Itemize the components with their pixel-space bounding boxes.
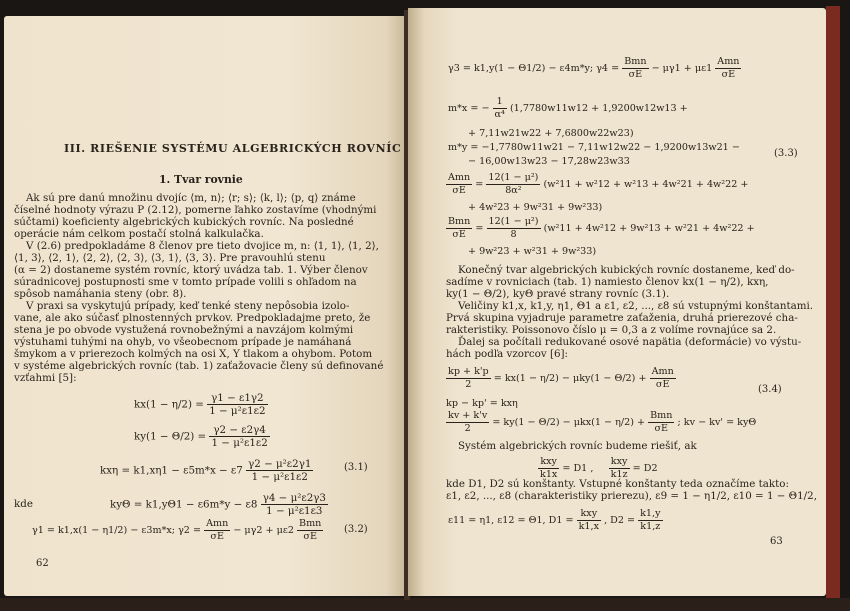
paragraph-line: vzťahmi [5]: [14,372,77,384]
equation-kp-diff: kp − kp' = kxη [446,398,518,409]
chapter-heading: III. RIEŠENIE SYSTÉMU ALGEBRICKÝCH ROVNÍC [64,142,402,155]
equation-bmn: $\frac{\text{Bmn}}{\sigma E}$ = $\frac{\text{12(1 − μ²)}}{8}$ (w²11 + 4w²12 + 9w²13 + w²21 + 4w²22 + [448,216,755,240]
paragraph-line: ε1, ε2, ..., ε8 (charakteristiky prierezu), ε9 = 1 − η1/2, ε10 = 1 − Θ1/2, [446,490,817,502]
paragraph-line: v systéme algebrických rovníc (tab. 1) zaťažovacie členy sú definované [14,360,384,372]
paragraph-line: Veličiny k1,x, k1,y, η1, Θ1 a ε1, ε2, ..., ε8 sú vstupnými konštantami. [458,300,814,312]
paragraph-line: ⟨1, 3⟩, ⟨2, 1⟩, ⟨2, 2⟩, ⟨2, 3⟩, ⟨3, 1⟩, ⟨3, 3⟩. Pre pravouhlú stenu [14,252,326,264]
paragraph-line: Ak sú pre danú množinu dvojíc ⟨m, n⟩; ⟨r; s⟩; ⟨k, l⟩; ⟨p, q⟩ známe [26,192,356,204]
paragraph-line: Konečný tvar algebrických kubických rovníc dostaneme, keď do- [458,264,795,276]
table-surface [0,598,850,611]
equation-kx-eta: kxη = k1,xη1 − ε5m*x − ε7 $\frac{\text{γ2 − μ²ε2γ1}}{\text{1 − μ²ε1ε2}}$ [100,458,312,483]
paragraph-line: hách podľa vzorcov [6]: [446,348,569,360]
equation-amn: $\frac{\text{Amn}}{\sigma E}$ = $\frac{\text{12(1 − μ²)}}{\text{8α²}}$ (w²11 + w²12 + w²13 + 4w²21 + 4w²22 + [448,172,749,196]
paragraph-line: stena je po obvode vystužená rovnobežnými a navzájom kolmými [14,324,354,336]
paragraph-line: číselné hodnoty výrazu P (2.12), pomerne ľahko zostavíme (vhodnými [14,204,377,216]
paragraph-line: kde D1, D2 sú konštanty. Vstupné konštanty teda označíme takto: [446,478,789,490]
paragraph-line: spôsob namáhania steny (obr. 8). [14,288,187,300]
equation-gamma12: γ1 = k1,x(1 − η1/2) − ε3m*x; γ2 = $\frac{\text{Amn}}{\sigma E}$ − μγ2 + με2 $\frac{\text{Bmn}}{\sigma E}$ [32,518,322,542]
paragraph-line: V (2.6) predpokladáme 8 členov pre tieto dvojice m, n: ⟨1, 1⟩, ⟨1, 2⟩, [26,240,379,252]
equation-number: (3.4) [758,384,782,395]
paragraph-line: sadíme v rovniciach (tab. 1) namiesto členov kx(1 − η/2), kxη, [446,276,769,288]
equation-D1-D2: $\frac{\text{kxy}}{k1x}$ = D1 , $\frac{\text{kxy}}{k1z}$ = D2 [540,456,658,480]
equation-kv: $\frac{kv + k'v}{2}$ = ky(1 − Θ/2) − μkx(1 − η/2) + $\frac{\text{Bmn}}{\sigma E}$ ; kv − kv' = kyΘ [448,410,757,434]
equation-my-cont: − 16,00w13w23 − 17,28w23w33 [468,156,630,167]
equation-constants: ε11 = η1, ε12 = Θ1, D1 = $\frac{\text{kxy}}{k1,x}$ , D2 = $\frac{k1,y}{k1,z}$ [448,508,661,532]
paragraph-line: rakteristiky. Poissonovo číslo μ = 0,3 a z volíme rovnajúce sa 2. [446,324,777,336]
paragraph-line: súčtami) koeficienty algebrických kubických rovníc. Na posledné [14,216,354,228]
page-number: 63 [770,536,783,547]
equation-kp: $\frac{kp + k'p}{2}$ = kx(1 − η/2) − μky(1 − Θ/2) + $\frac{\text{Amn}}{\sigma E}$ [448,366,674,390]
equation-bmn-cont: + 9w²23 + w²31 + 9w²33) [468,246,597,257]
kde-label: kde [14,498,33,510]
paragraph-line: Prvá skupina vyjadruje parametre zaťaženia, druhá prierezové cha- [446,312,798,324]
equation-my: m*y = −1,7780w11w21 − 7,11w12w22 − 1,9200w13w21 − [448,142,740,153]
paragraph-line: Systém algebrických rovníc budeme riešiť, ak [458,440,697,452]
paragraph-line: operácie nám celkom postačí stolná kalkulačka. [14,228,264,240]
paragraph-line: výstuhami tuhými na ohyb, vo všeobecnom prípade je namáhaná [14,336,352,348]
section-heading: 1. Tvar rovnie [159,173,243,186]
paragraph-line: V praxi sa vyskytujú prípady, keď tenké steny nepôsobia izolo- [26,300,350,312]
paragraph-line: súradnicovej postupnosti sme v tomto prípade volili s ohľadom na [14,276,357,288]
left-page [4,16,406,596]
paragraph-line: (α = 2) dostaneme systém rovníc, ktorý uvádza tab. 1. Výber členov [14,264,368,276]
equation-number: (3.1) [344,462,368,473]
equation-number: (3.2) [344,524,368,535]
equation-number: (3.3) [774,148,798,159]
paragraph-line: Ďalej sa počítali redukované osové napätia (deformácie) vo výstu- [458,336,802,348]
equation-gamma34: γ3 = k1,y(1 − Θ1/2) − ε4m*y; γ4 = $\frac{\text{Bmn}}{\sigma E}$ − μγ1 + με1 $\frac{\text{Amn}}{\sigma E}$ [448,56,740,80]
equation-mx-cont: + 7,11w21w22 + 7,6800w22w23) [468,128,634,139]
paragraph-line: šmykom a v prierezoch kolmých na osi X, Y tlakom a ohybom. Potom [14,348,373,360]
page-number: 62 [36,558,49,569]
equation-mx: m*x = − $\frac{1}{\text{α⁴}}$ (1,7780w11w12 + 1,9200w12w13 + [448,96,688,120]
paragraph-line: ky(1 − Θ/2), kyΘ pravé strany rovníc (3.1). [446,288,670,300]
equation-kx: kx(1 − η/2) = $\frac{\gamma 1 - \varepsilon 1\gamma 2}{\text{1 − μ²ε1ε2}}$ [134,392,266,417]
equation-ky-theta: kyΘ = k1,yΘ1 − ε6m*y − ε8 $\frac{\text{γ4 − μ²ε2γ3}}{\text{1 − μ²ε1ε3}}$ [110,492,326,517]
right-page [408,8,826,596]
equation-ky: ky(1 − Θ/2) = $\frac{\gamma 2 - \varepsilon 2\gamma 4}{\text{1 − μ²ε1ε2}}$ [134,424,268,449]
book-cover-edge [826,6,840,606]
equation-amn-cont: + 4w²23 + 9w²31 + 9w²33) [468,202,603,213]
paragraph-line: vane, ale ako súčasť plnostenných prvkov. Predpokladajme preto, že [14,312,371,324]
